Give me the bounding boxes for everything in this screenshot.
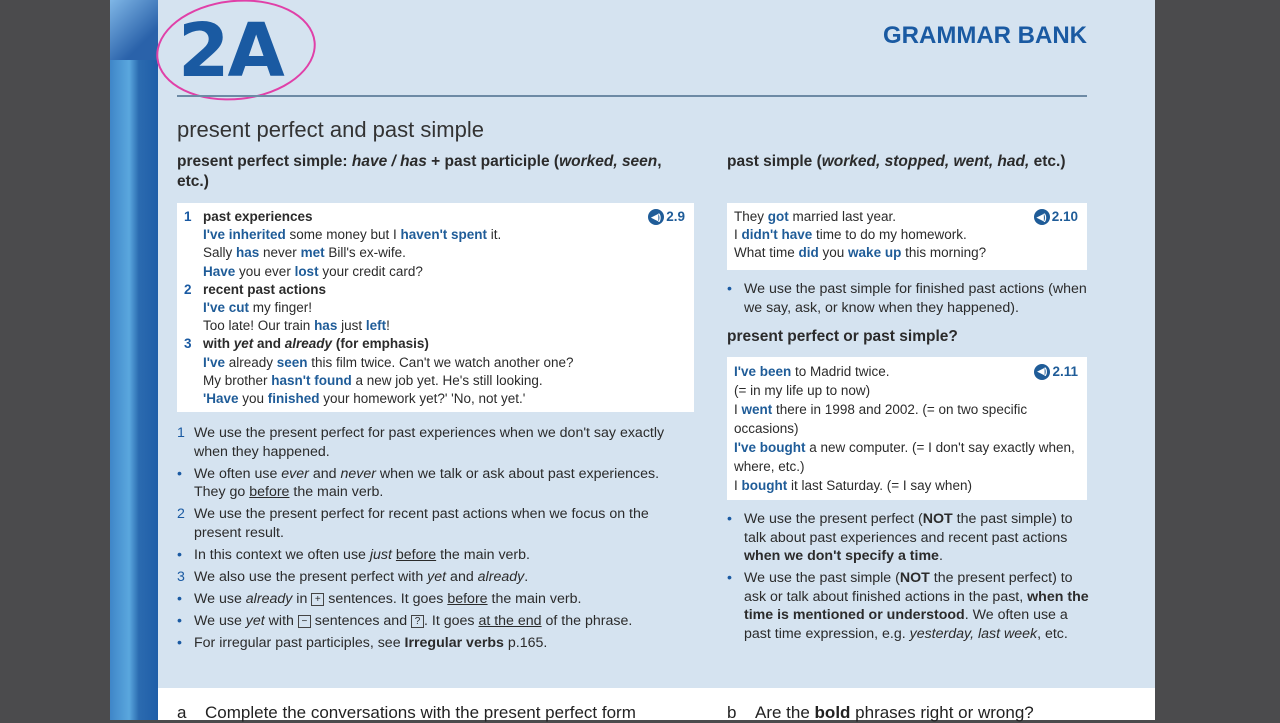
text-segment: the main verb. xyxy=(487,590,582,607)
text-segment: We use xyxy=(194,612,246,629)
text-segment: just xyxy=(369,546,392,563)
row-text xyxy=(734,208,896,226)
text-segment: ever xyxy=(281,465,309,482)
text-segment: I've xyxy=(203,354,225,370)
text-segment: never xyxy=(259,245,301,261)
text-segment: this morning? xyxy=(901,245,987,261)
text-segment: NOT xyxy=(922,511,953,527)
page-title: present perfect and past simple xyxy=(177,117,484,142)
text-row xyxy=(184,226,686,244)
row-text xyxy=(203,281,326,299)
sentence-type-symbol: ? xyxy=(411,615,424,628)
text-segment: recent past actions xyxy=(203,281,327,297)
text-segment: My brother xyxy=(203,372,272,388)
text-segment: What time xyxy=(734,245,799,261)
bullet: • xyxy=(177,465,182,482)
text-segment: never xyxy=(340,465,376,482)
example-list xyxy=(184,208,686,408)
text-segment: you ever xyxy=(235,263,295,279)
exercise-b xyxy=(727,703,1034,723)
row-text xyxy=(734,244,986,262)
text-row xyxy=(184,244,686,262)
exercise-instruction-bold: bold xyxy=(814,703,851,722)
text-segment: with xyxy=(264,612,298,629)
text-row xyxy=(734,381,1079,400)
item-number: 2 xyxy=(177,506,185,522)
audio-track-number: 2.10 xyxy=(1051,209,1078,224)
text-segment: the main verb. xyxy=(289,484,384,500)
section-title: GRAMMAR BANK xyxy=(883,22,1087,49)
text-segment: it last Saturday. (= I say when) xyxy=(787,478,972,493)
text-segment: 'Have xyxy=(203,391,239,407)
text-segment: . We often use a past time expression, e.g. xyxy=(744,607,1068,642)
text-segment: Irregular verbs xyxy=(404,634,504,651)
text-segment: p.165. xyxy=(503,634,548,651)
text-row xyxy=(184,354,686,372)
row-text xyxy=(194,546,530,565)
speaker-icon: ◀) xyxy=(1034,209,1050,225)
text-row xyxy=(184,299,686,317)
exercise-instruction: phrases right or wrong? xyxy=(850,703,1034,722)
text-segment: did xyxy=(798,245,819,261)
row-text xyxy=(744,569,1089,643)
text-row xyxy=(184,263,686,281)
sentence-type-symbol: − xyxy=(298,615,311,628)
unit-number: 2A xyxy=(178,8,283,94)
audio-track-button[interactable] xyxy=(648,208,685,226)
text-segment: For irregular past participles, see xyxy=(194,634,405,651)
text-segment: bought xyxy=(741,478,788,493)
row-text xyxy=(734,362,890,381)
bullet: • xyxy=(727,570,732,586)
text-segment: We often use xyxy=(194,465,282,482)
text-segment: I've inherited xyxy=(203,227,286,243)
bullet: • xyxy=(177,590,182,607)
item-number xyxy=(184,317,203,335)
text-row xyxy=(184,281,686,299)
text-row xyxy=(177,465,677,502)
text-segment: and xyxy=(308,465,341,482)
text-segment: . It goes xyxy=(424,612,479,629)
text-segment: Too late! Our train xyxy=(203,318,315,334)
row-text xyxy=(734,381,870,400)
text-segment: went xyxy=(741,402,773,417)
text-segment: to Madrid twice. xyxy=(791,364,890,379)
text-segment: I xyxy=(734,478,742,493)
text-segment: + past participle ( xyxy=(426,153,560,170)
text-row xyxy=(734,400,1079,438)
text-row xyxy=(184,208,686,226)
text-segment: present perfect or past simple? xyxy=(727,328,958,345)
row-text xyxy=(203,317,390,335)
row-text xyxy=(203,244,406,262)
text-segment: (for emphasis) xyxy=(332,336,429,352)
text-segment: finished xyxy=(267,391,320,407)
text-row xyxy=(184,390,686,408)
text-segment: I xyxy=(734,227,742,243)
header-divider xyxy=(177,95,1087,97)
text-segment: We use xyxy=(194,590,246,607)
text-segment: yesterday, last week xyxy=(909,625,1038,642)
text-segment: NOT xyxy=(899,570,930,586)
sentence-type-symbol: + xyxy=(311,593,324,606)
text-segment: you xyxy=(238,391,268,407)
text-segment: , etc.) xyxy=(177,153,662,190)
comparison-heading xyxy=(727,327,1087,347)
example-list xyxy=(734,362,1079,495)
text-segment: already xyxy=(284,336,333,352)
text-row xyxy=(734,438,1079,476)
example-list xyxy=(734,208,1079,263)
row-text xyxy=(734,400,1079,438)
item-number: 1 xyxy=(184,209,192,224)
text-segment: They xyxy=(734,209,768,224)
row-text xyxy=(734,438,1079,476)
text-segment: I've bought xyxy=(734,440,806,455)
notes-comparison xyxy=(727,510,1089,647)
text-segment: hasn't found xyxy=(271,372,352,388)
text-row xyxy=(184,372,686,390)
text-row xyxy=(177,590,677,609)
text-segment: yet xyxy=(233,336,254,352)
row-text xyxy=(194,505,677,542)
exercise-letter: b xyxy=(727,703,737,722)
text-segment: have / has xyxy=(351,153,427,170)
bullet: • xyxy=(727,281,732,297)
text-row xyxy=(177,546,677,565)
text-row xyxy=(184,317,686,335)
text-segment: in xyxy=(292,590,312,607)
text-segment: has xyxy=(314,318,338,334)
speaker-icon: ◀) xyxy=(1034,364,1050,380)
examples-box-past-simple xyxy=(727,203,1087,270)
text-segment: . xyxy=(938,548,943,564)
notes-present-perfect xyxy=(177,424,677,656)
text-segment: when we talk or ask about past experiences. They go xyxy=(194,465,660,500)
audio-track-button[interactable] xyxy=(1034,362,1078,381)
speaker-icon: ◀) xyxy=(648,209,664,225)
text-segment: We use the past simple ( xyxy=(744,570,900,586)
text-segment: you xyxy=(818,245,849,261)
row-text xyxy=(194,465,677,502)
item-number xyxy=(184,299,203,317)
row-text xyxy=(744,280,1092,317)
item-number xyxy=(184,372,203,390)
item-number: 3 xyxy=(184,336,192,352)
text-segment: before xyxy=(447,590,488,607)
exercise-instruction: Are the xyxy=(755,703,815,722)
bullet: • xyxy=(177,612,182,629)
text-segment: Bill's ex-wife. xyxy=(324,245,406,261)
text-segment: time to do my homework. xyxy=(812,227,967,243)
text-segment: We use the present perfect ( xyxy=(744,511,923,527)
exercise-a xyxy=(177,703,636,723)
text-segment: a new job yet. He's still looking. xyxy=(351,372,543,388)
text-segment: your credit card? xyxy=(318,263,423,279)
text-segment: has xyxy=(236,245,260,261)
row-text xyxy=(734,226,967,244)
text-segment: already xyxy=(224,354,277,370)
bullet: • xyxy=(177,634,182,651)
item-number xyxy=(184,226,203,244)
text-row xyxy=(734,476,1079,495)
text-segment: I've been xyxy=(734,364,792,379)
text-row xyxy=(177,505,677,542)
text-segment: already xyxy=(245,590,293,607)
text-segment: married last year. xyxy=(788,209,897,224)
text-row xyxy=(727,280,1092,317)
text-row xyxy=(727,510,1089,566)
text-row xyxy=(727,569,1089,643)
text-segment: the main verb. xyxy=(436,546,530,563)
item-number xyxy=(184,354,203,372)
text-segment: before xyxy=(395,546,437,563)
text-segment: . xyxy=(524,568,529,585)
row-text xyxy=(194,590,581,609)
text-segment: it. xyxy=(487,227,502,243)
row-text xyxy=(734,476,972,495)
text-segment: haven't spent xyxy=(400,227,488,243)
text-segment: with xyxy=(203,336,234,352)
row-text xyxy=(203,372,543,390)
text-segment: Sally xyxy=(203,245,237,261)
text-segment: at the end xyxy=(478,612,542,629)
text-segment: the past simple) to talk about past experiences and recent past actions xyxy=(744,511,1073,546)
decorative-side-stripe xyxy=(110,0,158,720)
text-segment: met xyxy=(300,245,325,261)
text-segment: before xyxy=(249,484,290,500)
item-number: 3 xyxy=(177,568,185,585)
text-segment: yet xyxy=(427,568,447,585)
audio-track-number: 2.11 xyxy=(1052,364,1078,379)
text-segment: got xyxy=(767,209,789,224)
text-segment: , etc. xyxy=(1037,625,1068,642)
row-text xyxy=(203,226,501,244)
text-row xyxy=(177,612,677,631)
text-segment: seen xyxy=(276,354,308,370)
text-segment: of the phrase. xyxy=(541,612,633,629)
row-text xyxy=(194,612,632,631)
row-text xyxy=(203,390,525,408)
text-row xyxy=(177,568,677,587)
text-row xyxy=(177,634,677,653)
text-row xyxy=(734,208,1079,226)
text-segment: some money but I xyxy=(285,227,401,243)
text-row xyxy=(184,335,686,353)
notes-past-simple xyxy=(727,280,1092,321)
item-number xyxy=(184,263,203,281)
text-row xyxy=(177,424,677,461)
text-segment: sentences and xyxy=(310,612,412,629)
text-segment: lost xyxy=(294,263,319,279)
row-text xyxy=(744,510,1089,566)
row-text xyxy=(203,299,312,317)
item-number: 1 xyxy=(177,425,185,441)
text-segment: left xyxy=(365,318,387,334)
row-text xyxy=(194,424,677,461)
text-segment: worked, seen xyxy=(559,153,658,170)
text-segment: and xyxy=(446,568,478,585)
examples-box-comparison xyxy=(727,357,1087,500)
text-segment: yet xyxy=(245,612,265,629)
bullet: • xyxy=(727,511,732,527)
row-text xyxy=(203,335,429,353)
text-row xyxy=(734,362,1079,381)
text-segment: (= in my life up to now) xyxy=(734,383,871,398)
text-segment: your homework yet?' 'No, not yet.' xyxy=(319,391,526,407)
row-text xyxy=(203,263,423,281)
text-segment: In this context we often use xyxy=(194,546,370,563)
text-segment: and xyxy=(253,336,285,352)
text-segment: past simple ( xyxy=(727,153,822,170)
text-row xyxy=(734,244,1079,262)
text-segment: didn't have xyxy=(741,227,813,243)
bullet: • xyxy=(177,546,182,563)
text-segment: worked, stopped, went, had, xyxy=(821,153,1030,170)
row-text xyxy=(194,568,528,587)
text-segment: wake up xyxy=(848,245,902,261)
item-number: 2 xyxy=(184,281,192,297)
text-segment: just xyxy=(337,318,366,334)
exercise-instruction: Complete the conversations with the present perfect form xyxy=(205,703,636,722)
left-heading xyxy=(177,152,677,192)
text-segment: a new computer. (= I don't say exactly when, where, etc.) xyxy=(734,440,1075,474)
text-row xyxy=(734,226,1079,244)
examples-box-present-perfect xyxy=(177,203,694,412)
text-segment: already xyxy=(477,568,525,585)
text-segment: etc.) xyxy=(1029,153,1066,170)
exercise-letter: a xyxy=(177,703,187,722)
text-segment: We use the past simple for finished past actions (when we say, ask, or know when they happened). xyxy=(744,281,1087,316)
item-number xyxy=(184,244,203,262)
audio-track-number: 2.9 xyxy=(666,209,685,224)
text-segment: ! xyxy=(386,318,390,334)
text-segment: sentences. It goes xyxy=(324,590,448,607)
text-segment: this film twice. Can't we watch another one? xyxy=(307,354,574,370)
audio-track-button[interactable] xyxy=(1034,208,1078,226)
row-text xyxy=(203,354,574,372)
text-segment: when we don't specify a time xyxy=(744,548,939,564)
text-segment: We also use the present perfect with xyxy=(194,568,428,585)
row-text xyxy=(194,634,547,653)
text-segment: We use the present perfect for recent past actions when we focus on the present result. xyxy=(194,506,649,541)
text-segment: I xyxy=(734,402,742,417)
text-segment: Have xyxy=(203,263,236,279)
right-heading xyxy=(727,152,1077,172)
text-segment: present perfect simple: xyxy=(177,153,352,170)
item-number xyxy=(184,390,203,408)
text-segment: there in 1998 and 2002. (= on two specific occasions) xyxy=(734,402,1028,436)
text-segment: the present perfect) to ask or talk about finished actions in the past, xyxy=(744,570,1073,605)
text-segment: I've cut xyxy=(203,300,249,316)
row-text xyxy=(203,208,313,226)
text-segment: when the time is mentioned or understood xyxy=(744,588,1089,623)
text-segment: my finger! xyxy=(248,300,313,316)
text-segment: We use the present perfect for past experiences when we don't say exactly when they happened. xyxy=(194,425,665,460)
text-segment: past experiences xyxy=(203,209,313,224)
